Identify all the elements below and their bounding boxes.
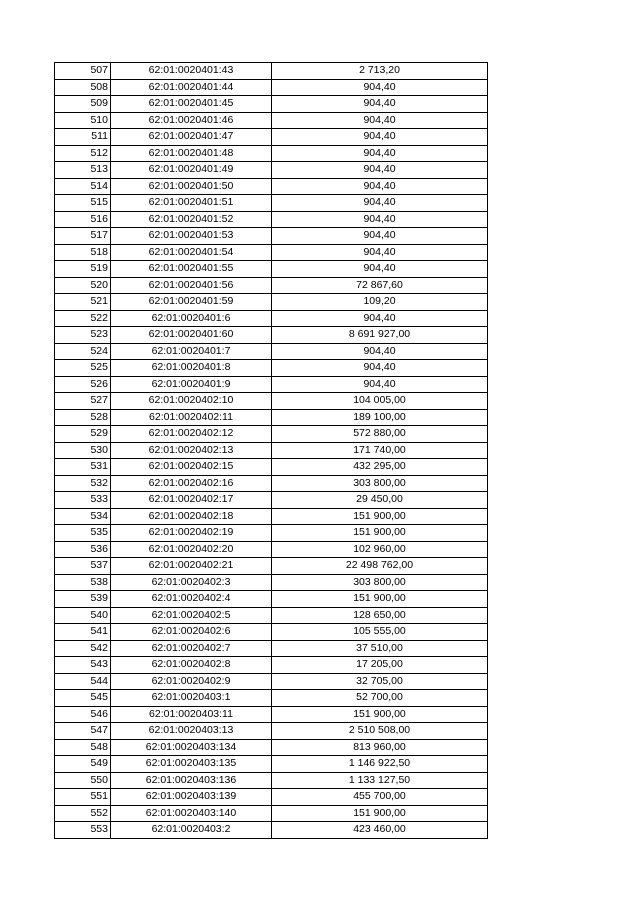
value-cell: 904,40 xyxy=(272,261,488,278)
value-cell: 813 960,00 xyxy=(272,739,488,756)
table-row xyxy=(55,211,488,228)
row-number-cell: 508 xyxy=(55,79,111,96)
table-row xyxy=(55,525,488,542)
cadastral-number-cell: 62:01:0020401:43 xyxy=(111,63,272,80)
row-number-cell: 553 xyxy=(55,822,111,839)
value-cell: 151 900,00 xyxy=(272,508,488,525)
table-row xyxy=(55,541,488,558)
cadastral-number-cell: 62:01:0020401:56 xyxy=(111,277,272,294)
row-number-cell: 522 xyxy=(55,310,111,327)
table-row xyxy=(55,393,488,410)
cadastral-number-cell: 62:01:0020402:10 xyxy=(111,393,272,410)
cadastral-number-cell: 62:01:0020403:135 xyxy=(111,756,272,773)
cadastral-number-cell: 62:01:0020401:6 xyxy=(111,310,272,327)
cadastral-number-cell: 62:01:0020401:55 xyxy=(111,261,272,278)
value-cell: 105 555,00 xyxy=(272,624,488,641)
value-cell: 8 691 927,00 xyxy=(272,327,488,344)
cadastral-number-cell: 62:01:0020402:8 xyxy=(111,657,272,674)
cadastral-number-cell: 62:01:0020402:16 xyxy=(111,475,272,492)
value-cell: 102 960,00 xyxy=(272,541,488,558)
value-cell: 904,40 xyxy=(272,145,488,162)
value-cell: 32 705,00 xyxy=(272,673,488,690)
value-cell: 904,40 xyxy=(272,228,488,245)
row-number-cell: 524 xyxy=(55,343,111,360)
value-cell: 128 650,00 xyxy=(272,607,488,624)
table-row xyxy=(55,459,488,476)
row-number-cell: 516 xyxy=(55,211,111,228)
table-row xyxy=(55,178,488,195)
row-number-cell: 533 xyxy=(55,492,111,509)
value-cell: 109,20 xyxy=(272,294,488,311)
cadastral-number-cell: 62:01:0020402:13 xyxy=(111,442,272,459)
cadastral-number-cell: 62:01:0020402:12 xyxy=(111,426,272,443)
table-row xyxy=(55,690,488,707)
value-cell: 189 100,00 xyxy=(272,409,488,426)
row-number-cell: 551 xyxy=(55,789,111,806)
row-number-cell: 543 xyxy=(55,657,111,674)
value-cell: 904,40 xyxy=(272,112,488,129)
value-cell: 904,40 xyxy=(272,195,488,212)
cadastral-number-cell: 62:01:0020402:5 xyxy=(111,607,272,624)
value-cell: 151 900,00 xyxy=(272,706,488,723)
table-row xyxy=(55,772,488,789)
value-cell: 52 700,00 xyxy=(272,690,488,707)
value-cell: 904,40 xyxy=(272,129,488,146)
row-number-cell: 515 xyxy=(55,195,111,212)
cadastral-number-cell: 62:01:0020401:50 xyxy=(111,178,272,195)
table-row xyxy=(55,343,488,360)
row-number-cell: 529 xyxy=(55,426,111,443)
table-row xyxy=(55,822,488,839)
cadastral-number-cell: 62:01:0020402:3 xyxy=(111,574,272,591)
table-row xyxy=(55,277,488,294)
value-cell: 455 700,00 xyxy=(272,789,488,806)
table-row xyxy=(55,657,488,674)
table-row xyxy=(55,574,488,591)
row-number-cell: 547 xyxy=(55,723,111,740)
cadastral-number-cell: 62:01:0020402:9 xyxy=(111,673,272,690)
cadastral-number-cell: 62:01:0020402:4 xyxy=(111,591,272,608)
table-row xyxy=(55,492,488,509)
row-number-cell: 546 xyxy=(55,706,111,723)
cadastral-number-cell: 62:01:0020402:6 xyxy=(111,624,272,641)
cadastral-number-cell: 62:01:0020401:8 xyxy=(111,360,272,377)
cadastral-number-cell: 62:01:0020403:13 xyxy=(111,723,272,740)
value-cell: 303 800,00 xyxy=(272,475,488,492)
table-row xyxy=(55,327,488,344)
row-number-cell: 535 xyxy=(55,525,111,542)
cadastral-number-cell: 62:01:0020401:54 xyxy=(111,244,272,261)
cadastral-number-cell: 62:01:0020401:49 xyxy=(111,162,272,179)
row-number-cell: 531 xyxy=(55,459,111,476)
cadastral-number-cell: 62:01:0020403:139 xyxy=(111,789,272,806)
table-row xyxy=(55,261,488,278)
value-cell: 423 460,00 xyxy=(272,822,488,839)
table-row xyxy=(55,723,488,740)
row-number-cell: 530 xyxy=(55,442,111,459)
row-number-cell: 532 xyxy=(55,475,111,492)
cadastral-number-cell: 62:01:0020401:53 xyxy=(111,228,272,245)
cadastral-number-cell: 62:01:0020401:9 xyxy=(111,376,272,393)
row-number-cell: 550 xyxy=(55,772,111,789)
row-number-cell: 519 xyxy=(55,261,111,278)
table-row xyxy=(55,228,488,245)
table-row xyxy=(55,739,488,756)
value-cell: 37 510,00 xyxy=(272,640,488,657)
row-number-cell: 520 xyxy=(55,277,111,294)
table-row xyxy=(55,96,488,113)
table-row xyxy=(55,79,488,96)
table-row xyxy=(55,640,488,657)
row-number-cell: 548 xyxy=(55,739,111,756)
cadastral-number-cell: 62:01:0020403:140 xyxy=(111,805,272,822)
value-cell: 904,40 xyxy=(272,244,488,261)
table-row xyxy=(55,805,488,822)
row-number-cell: 542 xyxy=(55,640,111,657)
table-row xyxy=(55,63,488,80)
cadastral-number-cell: 62:01:0020401:48 xyxy=(111,145,272,162)
row-number-cell: 525 xyxy=(55,360,111,377)
table-row xyxy=(55,294,488,311)
table-row xyxy=(55,145,488,162)
table-row xyxy=(55,591,488,608)
cadastral-number-cell: 62:01:0020402:15 xyxy=(111,459,272,476)
cadastral-number-cell: 62:01:0020401:7 xyxy=(111,343,272,360)
value-cell: 572 880,00 xyxy=(272,426,488,443)
row-number-cell: 518 xyxy=(55,244,111,261)
row-number-cell: 541 xyxy=(55,624,111,641)
cadastral-number-cell: 62:01:0020401:45 xyxy=(111,96,272,113)
table-row xyxy=(55,360,488,377)
table-row xyxy=(55,508,488,525)
cadastral-number-cell: 62:01:0020402:11 xyxy=(111,409,272,426)
value-cell: 904,40 xyxy=(272,360,488,377)
cadastral-number-cell: 62:01:0020402:18 xyxy=(111,508,272,525)
value-cell: 1 133 127,50 xyxy=(272,772,488,789)
value-cell: 904,40 xyxy=(272,343,488,360)
cadastral-number-cell: 62:01:0020402:20 xyxy=(111,541,272,558)
cadastral-number-cell: 62:01:0020403:134 xyxy=(111,739,272,756)
row-number-cell: 514 xyxy=(55,178,111,195)
table-row xyxy=(55,607,488,624)
row-number-cell: 517 xyxy=(55,228,111,245)
table-row xyxy=(55,673,488,690)
row-number-cell: 536 xyxy=(55,541,111,558)
row-number-cell: 549 xyxy=(55,756,111,773)
cadastral-number-cell: 62:01:0020402:17 xyxy=(111,492,272,509)
value-cell: 2 510 508,00 xyxy=(272,723,488,740)
cadastral-number-cell: 62:01:0020401:47 xyxy=(111,129,272,146)
row-number-cell: 509 xyxy=(55,96,111,113)
table-row xyxy=(55,409,488,426)
cadastral-number-cell: 62:01:0020402:21 xyxy=(111,558,272,575)
cadastral-number-cell: 62:01:0020403:2 xyxy=(111,822,272,839)
table-row xyxy=(55,112,488,129)
cadastral-number-cell: 62:01:0020401:46 xyxy=(111,112,272,129)
value-cell: 151 900,00 xyxy=(272,805,488,822)
value-cell: 29 450,00 xyxy=(272,492,488,509)
table-row xyxy=(55,195,488,212)
cadastral-number-cell: 62:01:0020403:1 xyxy=(111,690,272,707)
row-number-cell: 507 xyxy=(55,63,111,80)
cadastral-number-cell: 62:01:0020401:52 xyxy=(111,211,272,228)
cadastral-number-cell: 62:01:0020403:136 xyxy=(111,772,272,789)
table-row xyxy=(55,376,488,393)
table-row xyxy=(55,624,488,641)
value-cell: 432 295,00 xyxy=(272,459,488,476)
value-cell: 171 740,00 xyxy=(272,442,488,459)
row-number-cell: 527 xyxy=(55,393,111,410)
cadastral-value-table xyxy=(54,62,488,839)
table-row xyxy=(55,426,488,443)
cadastral-number-cell: 62:01:0020403:11 xyxy=(111,706,272,723)
table-row xyxy=(55,558,488,575)
row-number-cell: 539 xyxy=(55,591,111,608)
row-number-cell: 511 xyxy=(55,129,111,146)
table-row xyxy=(55,442,488,459)
cadastral-number-cell: 62:01:0020401:60 xyxy=(111,327,272,344)
cadastral-number-cell: 62:01:0020402:19 xyxy=(111,525,272,542)
table-row xyxy=(55,706,488,723)
row-number-cell: 538 xyxy=(55,574,111,591)
row-number-cell: 540 xyxy=(55,607,111,624)
cadastral-number-cell: 62:01:0020401:44 xyxy=(111,79,272,96)
value-cell: 904,40 xyxy=(272,79,488,96)
table-row xyxy=(55,244,488,261)
value-cell: 17 205,00 xyxy=(272,657,488,674)
table-row xyxy=(55,756,488,773)
table-row xyxy=(55,129,488,146)
cadastral-number-cell: 62:01:0020401:51 xyxy=(111,195,272,212)
value-cell: 904,40 xyxy=(272,211,488,228)
value-cell: 2 713,20 xyxy=(272,63,488,80)
table-row xyxy=(55,789,488,806)
row-number-cell: 537 xyxy=(55,558,111,575)
value-cell: 151 900,00 xyxy=(272,525,488,542)
table-row xyxy=(55,475,488,492)
value-cell: 904,40 xyxy=(272,96,488,113)
value-cell: 104 005,00 xyxy=(272,393,488,410)
value-cell: 904,40 xyxy=(272,178,488,195)
value-cell: 303 800,00 xyxy=(272,574,488,591)
row-number-cell: 544 xyxy=(55,673,111,690)
row-number-cell: 523 xyxy=(55,327,111,344)
value-cell: 22 498 762,00 xyxy=(272,558,488,575)
value-cell: 904,40 xyxy=(272,162,488,179)
row-number-cell: 526 xyxy=(55,376,111,393)
table-row xyxy=(55,162,488,179)
table-row xyxy=(55,310,488,327)
value-cell: 904,40 xyxy=(272,310,488,327)
row-number-cell: 521 xyxy=(55,294,111,311)
table-body xyxy=(55,63,488,839)
row-number-cell: 513 xyxy=(55,162,111,179)
cadastral-number-cell: 62:01:0020402:7 xyxy=(111,640,272,657)
row-number-cell: 534 xyxy=(55,508,111,525)
cadastral-number-cell: 62:01:0020401:59 xyxy=(111,294,272,311)
row-number-cell: 528 xyxy=(55,409,111,426)
row-number-cell: 545 xyxy=(55,690,111,707)
value-cell: 151 900,00 xyxy=(272,591,488,608)
row-number-cell: 510 xyxy=(55,112,111,129)
row-number-cell: 512 xyxy=(55,145,111,162)
row-number-cell: 552 xyxy=(55,805,111,822)
value-cell: 904,40 xyxy=(272,376,488,393)
value-cell: 72 867,60 xyxy=(272,277,488,294)
value-cell: 1 146 922,50 xyxy=(272,756,488,773)
